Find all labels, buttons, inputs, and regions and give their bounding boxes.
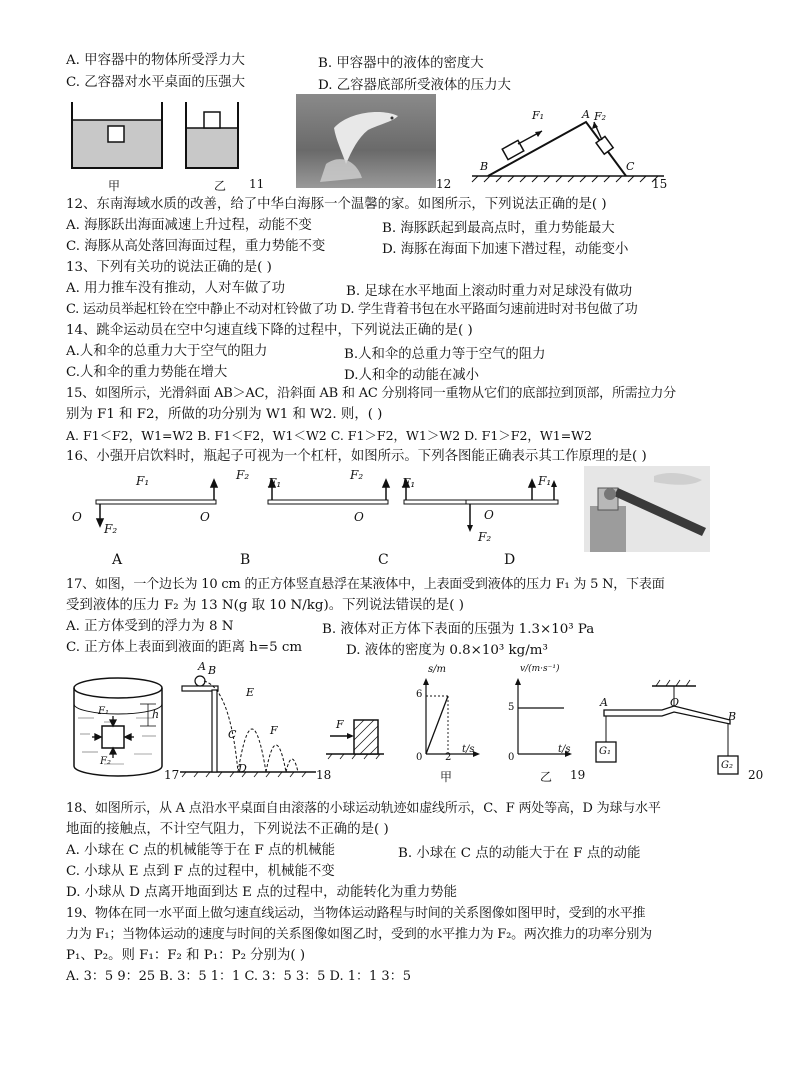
fig18-b: B [208, 664, 217, 677]
q16a-f1: F₁ [136, 474, 150, 488]
fig20-a: A [600, 696, 608, 709]
fig18-number: 18 [316, 768, 332, 782]
fig11-number: 11 [249, 177, 265, 191]
q16b-o: O [200, 510, 210, 524]
graph-yi-label: 乙 [540, 770, 553, 784]
fig18-a: A [198, 660, 206, 673]
fig17-number: 17 [164, 768, 180, 782]
figure-18-ball-trajectory [180, 668, 320, 778]
q12-option-b: B. 海豚跃起到最高点时，重力势能最大 [382, 221, 615, 236]
fig15-b: B [480, 160, 489, 173]
fig18-c: C [228, 728, 237, 741]
q13-stem: 13、下列有关功的说法正确的是( ) [66, 260, 272, 275]
q14-option-c: C.人和伞的重力势能在增大 [66, 365, 228, 380]
fig15-f2: F₂ [594, 110, 607, 123]
fig11-label-yi: 乙 [214, 179, 227, 193]
q13-option-a: A. 用力推车没有推动，人对车做了功 [66, 281, 286, 296]
q16d-o: O [484, 508, 494, 522]
graph-jia-tick-0: 0 [416, 752, 423, 763]
graph-jia-y-axis-label: s/m [428, 664, 446, 675]
fig15-c: C [626, 160, 635, 173]
fig19-number: 19 [570, 768, 586, 782]
figure-11-containers [66, 98, 246, 178]
q17-option-c: C. 正方体上表面到液面的距离 h=5 cm [66, 640, 303, 655]
fig20-o: O [670, 696, 680, 709]
fig20-g1: G₁ [599, 746, 611, 757]
q16b-f1: F₁ [268, 476, 282, 490]
fig15-number: 15 [652, 177, 668, 191]
q17-option-b: B. 液体对正方体下表面的压强为 1.3×10³ Pa [322, 622, 595, 637]
q19-stem-line1: 19、物体在同一水平面上做匀速直线运动，当物体运动路程与时间的关系图像如图甲时，受到的水平推 [66, 906, 646, 921]
q18-option-b: B. 小球在 C 点的动能大于在 F 点的动能 [398, 846, 641, 861]
graph-jia-x-axis-label: t/s [462, 744, 475, 755]
fig20-g2: G₂ [721, 760, 733, 771]
q17-option-a: A. 正方体受到的浮力为 8 N [66, 619, 234, 634]
fig18-d: D [238, 762, 247, 775]
figure-17-cylinder [64, 674, 174, 784]
fig17-f1: F₁ [98, 706, 109, 717]
q16c-f1: F₁ [402, 476, 416, 490]
fig19-force-f: F [336, 718, 344, 731]
fig12-number: 12 [436, 177, 452, 191]
q16b-f2: F₂ [236, 468, 250, 482]
q16-label-a: A [112, 552, 123, 568]
q19-options: A. 3：5 9：25 B. 3：5 1：1 C. 3：5 3：5 D. 1：1 3：5 [66, 969, 411, 984]
q11-option-d: D. 乙容器底部所受液体的压力大 [318, 78, 511, 93]
q13-option-cd: C. 运动员举起杠铃在空中静止不动对杠铃做了功 D. 学生背着书包在水平路面匀速前进时对书包做了功 [66, 302, 638, 317]
graph-yi-y-axis-label: v/(m·s⁻¹) [520, 664, 560, 674]
q16a-o: O [72, 510, 82, 524]
graph-yi-tick-0: 0 [508, 752, 515, 763]
figure-15-inclines [468, 104, 668, 184]
q15-stem-line2: 别为 F1 和 F2，所做的功分别为 W1 和 W2. 则，( ) [66, 407, 383, 422]
fig20-number: 20 [748, 768, 764, 782]
q12-option-a: A. 海豚跃出海面减速上升过程，动能不变 [66, 218, 312, 233]
fig18-e: E [246, 686, 255, 699]
q18-option-a: A. 小球在 C 点的机械能等于在 F 点的机械能 [66, 843, 335, 858]
q14-stem: 14、跳伞运动员在空中匀速直线下降的过程中，下列说法正确的是( ) [66, 323, 473, 338]
graph-jia-label: 甲 [440, 770, 453, 784]
figure-12-dolphin-photo [296, 94, 436, 188]
q16-label-b: B [240, 552, 251, 568]
q14-option-b: B.人和伞的总重力等于空气的阻力 [344, 347, 546, 362]
fig15-a: A [582, 108, 590, 121]
q17-stem-line1: 17、如图，一个边长为 10 cm 的正方体竖直悬浮在某液体中，上表面受到液体的压力 F₁ 为 5 N，下表面 [66, 577, 665, 592]
graph-yi-x-axis-label: t/s [558, 744, 571, 755]
q13-option-b: B. 足球在水平地面上滚动时重力对足球没有做功 [346, 284, 633, 299]
fig15-f1: F₁ [532, 109, 545, 122]
q12-option-d: D. 海豚在海面下加速下潜过程，动能变小 [382, 242, 629, 257]
q16-label-c: C [378, 552, 389, 568]
q18-stem-line2: 地面的接触点，不计空气阻力，下列说法不正确的是( ) [66, 822, 389, 837]
q15-stem-line1: 15、如图所示，光滑斜面 AB＞AC，沿斜面 AB 和 AC 分别将同一重物从它们的底部拉到顶部，所需拉力分 [66, 386, 676, 401]
q16d-f1: F₁ [538, 474, 552, 488]
q16-bottle-opener-photo [584, 466, 710, 552]
q19-stem-line2: 力为 F₁；当物体运动的速度与时间的关系图像如图乙时，受到的水平推力为 F₂。两次推力的功率分别为 [66, 927, 652, 942]
q12-option-c: C. 海豚从高处落回海面过程，重力势能不变 [66, 239, 326, 254]
fig18-f: F [270, 724, 278, 737]
figure-19-block [326, 710, 386, 760]
q17-option-d: D. 液体的密度为 0.8×10³ kg/m³ [346, 643, 548, 658]
graph-jia-tick-2: 2 [445, 752, 452, 763]
q18-option-d: D. 小球从 D 点离开地面到达 E 点的过程中，动能转化为重力势能 [66, 885, 458, 900]
q19-stem-line3: P₁、P₂。则 F₁：F₂ 和 P₁：P₂ 分别为( ) [66, 948, 306, 963]
q11-option-b: B. 甲容器中的液体的密度大 [318, 56, 484, 71]
q15-options: A. F1＜F2，W1=W2 B. F1＜F2，W1＜W2 C. F1＞F2，W1＞W2 D. F1＞F2，W1=W2 [66, 428, 592, 443]
fig20-b: B [728, 710, 737, 723]
q16d-f2: F₂ [478, 530, 492, 544]
q16c-f2: F₂ [350, 468, 364, 482]
q14-option-d: D.人和伞的动能在减小 [344, 368, 480, 383]
q11-option-a: A. 甲容器中的物体所受浮力大 [66, 53, 245, 68]
q14-option-a: A.人和伞的总重力大于空气的阻力 [66, 344, 268, 359]
fig17-h: h [152, 708, 160, 721]
graph-yi-tick-5: 5 [508, 702, 515, 713]
q18-stem-line1: 18、如图所示，从 A 点沿水平桌面自由滚落的小球运动轨迹如虚线所示，C、F 两处等高，D 为球与水平 [66, 801, 661, 816]
fig11-label-jia: 甲 [108, 179, 121, 193]
q11-option-c: C. 乙容器对水平桌面的压强大 [66, 75, 245, 90]
q16c-o: O [354, 510, 364, 524]
q18-option-c: C. 小球从 E 点到 F 点的过程中，机械能不变 [66, 864, 335, 879]
graph-jia-tick-6: 6 [416, 689, 423, 700]
fig17-f2: F₂ [100, 756, 111, 767]
q16-stem: 16、小强开启饮料时，瓶起子可视为一个杠杆，如图所示。下列各图能正确表示其工作原理的是( ) [66, 449, 647, 464]
q17-stem-line2: 受到液体的压力 F₂ 为 13 N(g 取 10 N/kg)。下列说法错误的是( ) [66, 598, 464, 613]
q12-stem: 12、东南海域水质的改善，给了中华白海豚一个温馨的家。如图所示，下列说法正确的是( ) [66, 197, 607, 212]
q16-label-d: D [504, 552, 516, 568]
q16a-f2: F₂ [104, 522, 118, 536]
